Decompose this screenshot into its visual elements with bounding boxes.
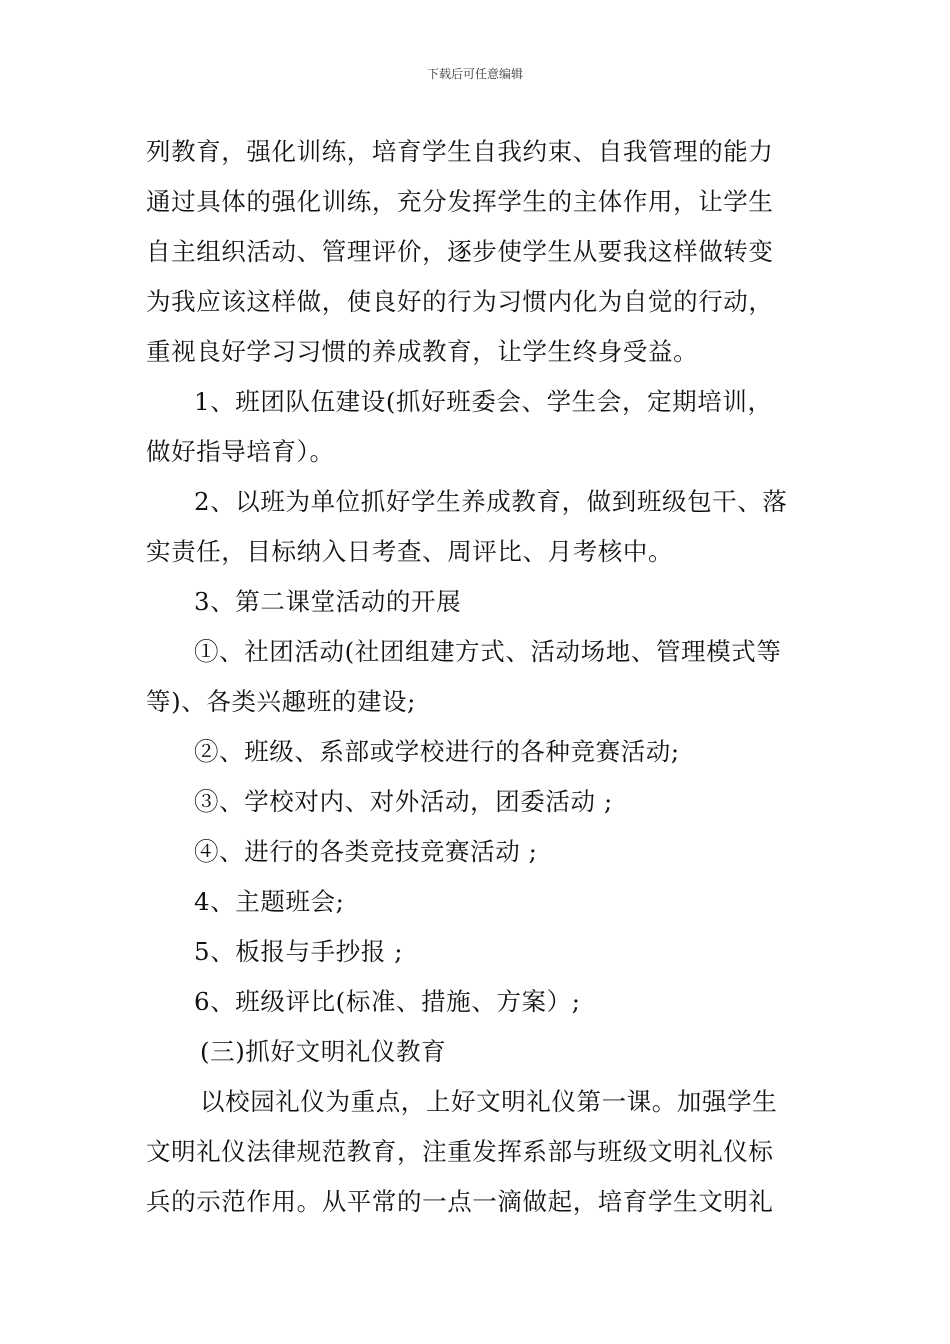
list-item-2: 2、以班为单位抓好学生养成教育，做到班级包干、落: [194, 487, 788, 516]
document-body: [146, 127, 806, 1227]
sub-item-1: ①、社团活动(社团组建方式、活动场地、管理模式等: [194, 637, 782, 666]
text-line: 自主组织活动、管理评价，逐步使学生从要我这样做转变: [146, 237, 774, 266]
text-line: 等)、各类兴趣班的建设;: [146, 687, 417, 716]
list-item-6: 6、班级评比(标准、措施、方案）;: [194, 987, 581, 1016]
list-item-4: 4、主题班会;: [194, 887, 345, 916]
list-item-3: 3、第二课堂活动的开展: [194, 587, 462, 616]
text-line: 为我应该这样做，使良好的行为习惯内化为自觉的行动，: [146, 287, 774, 316]
page-header: 下载后可任意编辑: [426, 67, 523, 81]
text-line: 做好指导培育）。: [146, 437, 335, 466]
sub-item-4: ④、进行的各类竞技竞赛活动 ;: [194, 837, 538, 866]
list-item-5: 5、板报与手抄报 ;: [194, 937, 404, 966]
text-line: 通过具体的强化训练，充分发挥学生的主体作用，让学生: [146, 187, 774, 216]
text-line: 文明礼仪法律规范教育，注重发挥系部与班级文明礼仪标: [146, 1137, 774, 1166]
text-line: 列教育，强化训练，培育学生自我约束、自我管理的能力: [146, 137, 774, 166]
section-heading: (三)抓好文明礼仪教育: [200, 1037, 447, 1066]
text-line: 实责任，目标纳入日考查、周评比、月考核中。: [146, 537, 674, 566]
sub-item-3: ③、学校对内、对外活动，团委活动 ;: [194, 787, 613, 816]
paragraph-start: 以校园礼仪为重点，上好文明礼仪第一课。加强学生: [200, 1087, 778, 1116]
list-item-1: 1、班团队伍建设(抓好班委会、学生会，定期培训，: [194, 387, 773, 416]
text-line: 兵的示范作用。从平常的一点一滴做起，培育学生文明礼: [146, 1187, 774, 1216]
sub-item-2: ②、班级、系部或学校进行的各种竞赛活动;: [194, 737, 680, 766]
text-line: 重视良好学习习惯的养成教育，让学生终身受益。: [146, 337, 699, 366]
